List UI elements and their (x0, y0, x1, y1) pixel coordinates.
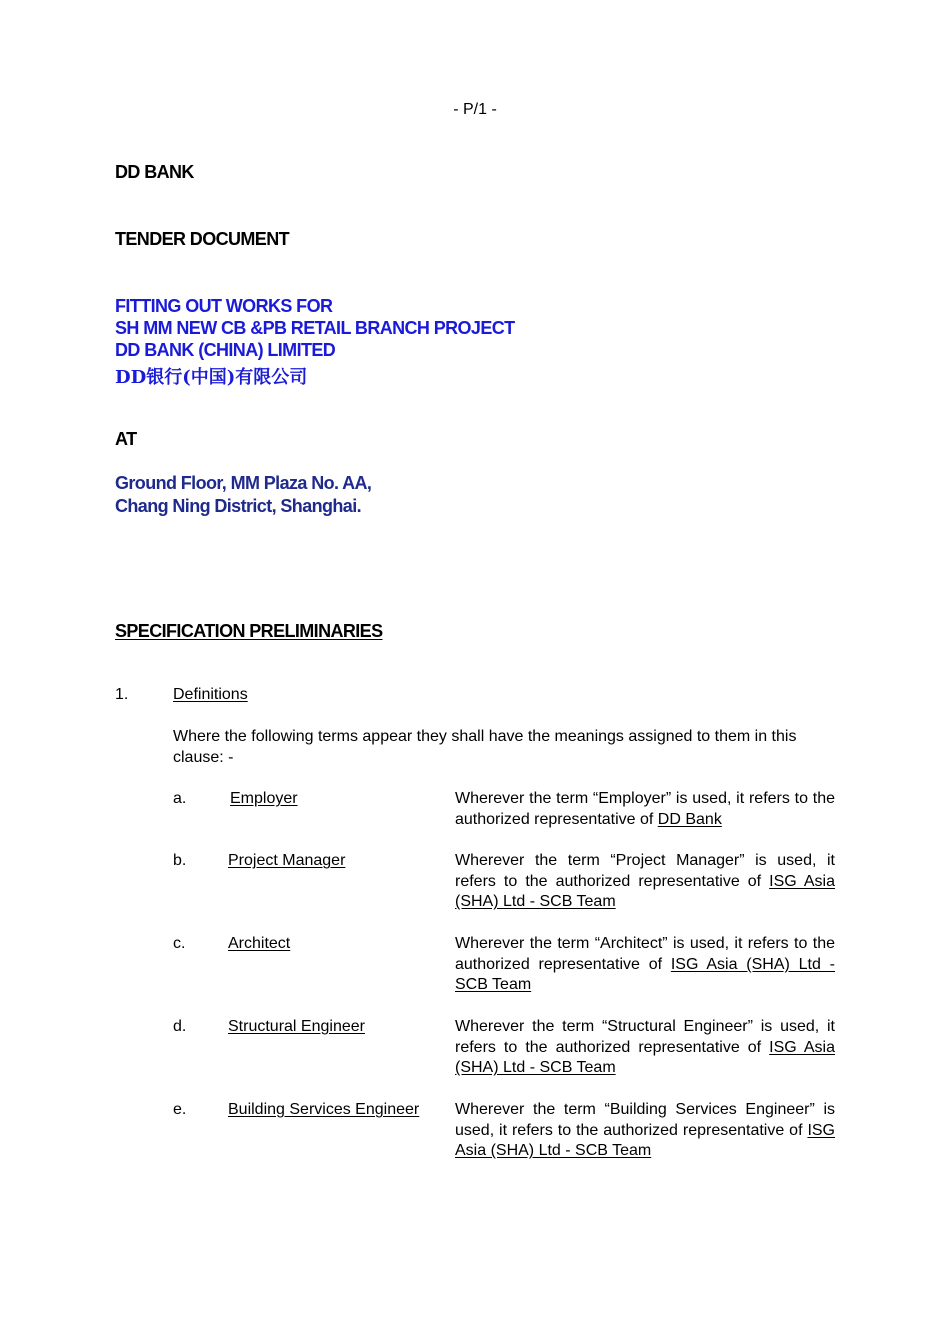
project-title-line-3: DD BANK (CHINA) LIMITED (115, 340, 336, 360)
definition-desc-structural-engineer: Wherever the term “Structural Engineer” is used, it refers to the authorized representative of ISG Asia (SHA) Ltd - SCB Team (455, 1018, 836, 1076)
definition-reference: ISG Asia (SHA) Ltd - SCB Team (455, 1038, 836, 1076)
definition-reference: ISG Asia (SHA) Ltd - SCB Team (455, 955, 835, 993)
definition-desc-architect: Wherever the term “Architect” is used, it refers to the authorized representative of ISG Asia (SHA) Ltd - SCB Team (455, 935, 835, 993)
definition-letter: d. (173, 1018, 187, 1035)
definition-term-building-services-engineer: Building Services Engineer (228, 1101, 420, 1118)
definition-term-structural-engineer: Structural Engineer (228, 1018, 365, 1035)
definition-letter: c. (173, 935, 186, 952)
clause-number: 1. (115, 686, 129, 703)
bank-heading: DD BANK (115, 162, 194, 182)
address-line-1: Ground Floor, MM Plaza No. AA, (115, 473, 372, 493)
definition-desc-project-manager: Wherever the term “Project Manager” is used, it refers to the authorized representative of ISG Asia (SHA) Ltd - SCB Team (455, 852, 836, 910)
project-title-line-2: SH MM NEW CB &PB RETAIL BRANCH PROJECT (115, 318, 515, 338)
definition-term-architect: Architect (228, 935, 291, 952)
definition-reference: ISG Asia (SHA) Ltd - SCB Team (455, 1121, 835, 1159)
at-label: AT (115, 429, 137, 449)
clause-title: Definitions (173, 686, 248, 703)
project-title-chinese: DD银行(中国)有限公司 (115, 367, 308, 388)
definition-reference: ISG Asia (SHA) Ltd - SCB Team (455, 872, 836, 910)
section-title: SPECIFICATION PRELIMINARIES (115, 621, 383, 641)
definition-desc-employer: Wherever the term “Employer” is used, it refers to the authorized representative of DD Bank (455, 790, 835, 828)
clause-intro: Where the following terms appear they shall have the meanings assigned to them in this clause: - (173, 728, 797, 766)
definition-desc-building-services-engineer: Wherever the term “Building Services Engineer” is used, it refers to the authorized representative of ISG Asia (SHA) Ltd - SCB Team (455, 1101, 835, 1159)
definition-term-project-manager: Project Manager (228, 852, 346, 869)
definition-letter: e. (173, 1101, 187, 1118)
project-title-line-1: FITTING OUT WORKS FOR (115, 296, 333, 316)
definition-term-employer: Employer (230, 790, 298, 807)
page-number: - P/1 - (453, 101, 497, 118)
definition-reference: DD Bank (657, 810, 722, 828)
document-type-heading: TENDER DOCUMENT (115, 229, 289, 249)
address-line-2: Chang Ning District, Shanghai. (115, 496, 362, 516)
definition-letter: b. (173, 852, 187, 869)
definition-letter: a. (173, 790, 187, 807)
